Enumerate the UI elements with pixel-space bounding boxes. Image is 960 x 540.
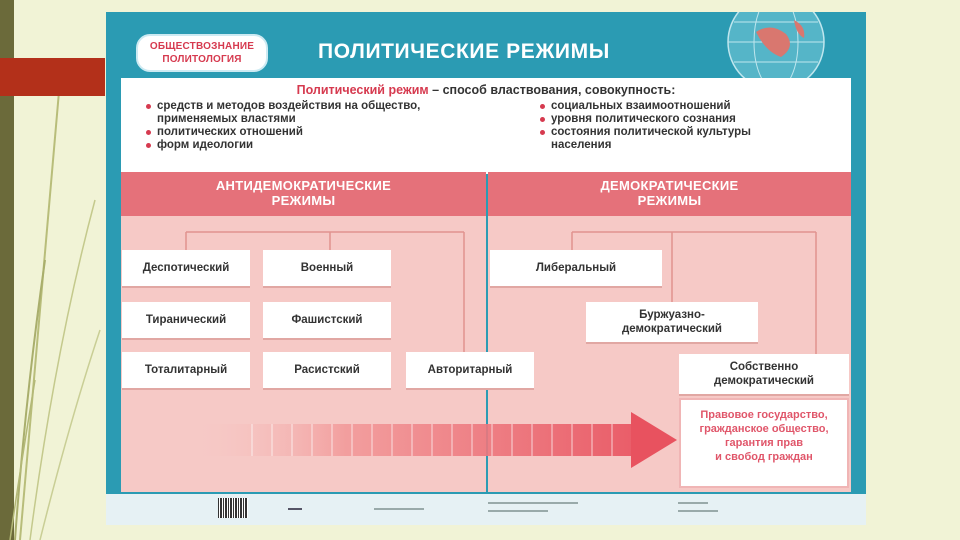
poster-footer bbox=[106, 494, 866, 525]
list-item: социальных взаимоотношений bbox=[539, 100, 751, 113]
header-line: РЕЖИМЫ bbox=[271, 193, 336, 208]
liberal-box: Либеральный bbox=[490, 250, 662, 288]
header-line: АНТИДЕМОКРАТИЧЕСКИЕ bbox=[215, 178, 392, 193]
bourgeois-democratic-box bbox=[586, 302, 758, 344]
outcome-box bbox=[679, 398, 849, 488]
red-accent-tab bbox=[0, 58, 105, 96]
progress-arrow bbox=[191, 410, 681, 470]
despotic-box: Деспотический bbox=[122, 250, 250, 288]
box-line: Буржуазно- bbox=[639, 309, 705, 321]
authoritarian-box: Авторитарный bbox=[406, 352, 534, 390]
footer-fine-print bbox=[678, 510, 718, 512]
military-box: Военный bbox=[263, 250, 391, 288]
totalitarian-box: Тоталитарный bbox=[122, 352, 250, 390]
list-item: политических отношений bbox=[145, 126, 420, 139]
header-line: РЕЖИМЫ bbox=[637, 193, 702, 208]
outcome-line: гражданское общество, bbox=[699, 423, 829, 435]
definition-rest: – способ властвования, совокупность: bbox=[428, 83, 676, 97]
badge-line1: ОБЩЕСТВОЗНАНИЕ bbox=[149, 41, 255, 52]
footer-fine-print bbox=[678, 502, 708, 504]
header-line: ДЕМОКРАТИЧЕСКИЕ bbox=[600, 178, 739, 193]
outcome-line: Правовое государство, bbox=[700, 409, 828, 421]
fascist-box: Фашистский bbox=[263, 302, 391, 340]
outcome-line: гарантия прав bbox=[724, 437, 804, 449]
list-item: состояния политической культуры bbox=[539, 126, 751, 139]
tyrannical-box: Тиранический bbox=[122, 302, 250, 340]
definition-term: Политический режим bbox=[296, 83, 429, 97]
proper-democratic-box bbox=[679, 354, 849, 396]
racist-box: Расистский bbox=[263, 352, 391, 390]
outcome-line: и свобод граждан bbox=[715, 451, 813, 463]
list-item-text: населения bbox=[551, 139, 612, 151]
box-line: Собственно bbox=[729, 361, 799, 373]
list-item: форм идеологии bbox=[145, 139, 420, 152]
footer-fine-print bbox=[374, 508, 424, 510]
list-item: средств и методов воздействия на общество, bbox=[145, 100, 420, 113]
footer-fine-print bbox=[488, 510, 548, 512]
box-line: демократический bbox=[621, 323, 722, 335]
publisher-logo-icon bbox=[288, 508, 302, 510]
political-regimes-poster bbox=[106, 12, 866, 525]
list-item-text: применяемых властями bbox=[157, 113, 296, 125]
list-item: уровня политического сознания bbox=[539, 113, 751, 126]
poster-title: ПОЛИТИЧЕСКИЕ РЕЖИМЫ bbox=[318, 40, 610, 63]
box-line: демократический bbox=[713, 375, 814, 387]
footer-fine-print bbox=[488, 502, 578, 504]
badge-line2: ПОЛИТОЛОГИЯ bbox=[162, 54, 242, 65]
barcode-icon bbox=[218, 498, 248, 518]
